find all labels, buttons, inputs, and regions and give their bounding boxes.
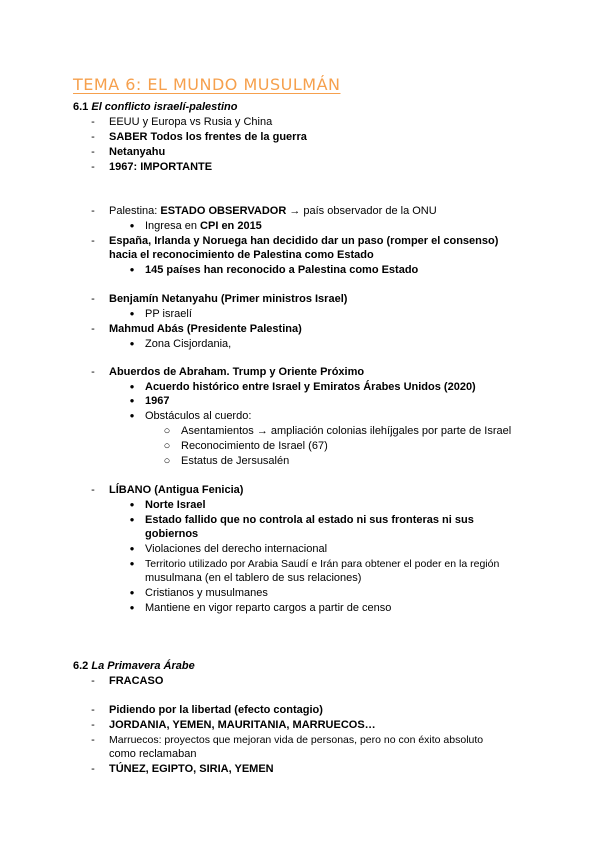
sub-list-item-continuation: gobiernos xyxy=(145,528,199,540)
section-heading-6-1 xyxy=(73,100,237,114)
list-item-continuation: hacia el reconocimiento de Palestina como Estado xyxy=(109,249,374,261)
list-item-continuation: como reclamaban xyxy=(109,748,197,760)
sub-list-item-continuation: musulmana (en el tablero de sus relaciones) xyxy=(145,572,362,584)
section-number: 6.2 xyxy=(73,660,89,672)
page-title: TEMA 6: EL MUNDO MUSULMÁN xyxy=(73,75,341,94)
section-title: El conflicto israelí-palestino xyxy=(91,101,238,113)
section-number: 6.1 xyxy=(73,101,89,113)
section-heading-6-2 xyxy=(73,659,195,673)
section-title: La Primavera Árabe xyxy=(91,660,195,672)
